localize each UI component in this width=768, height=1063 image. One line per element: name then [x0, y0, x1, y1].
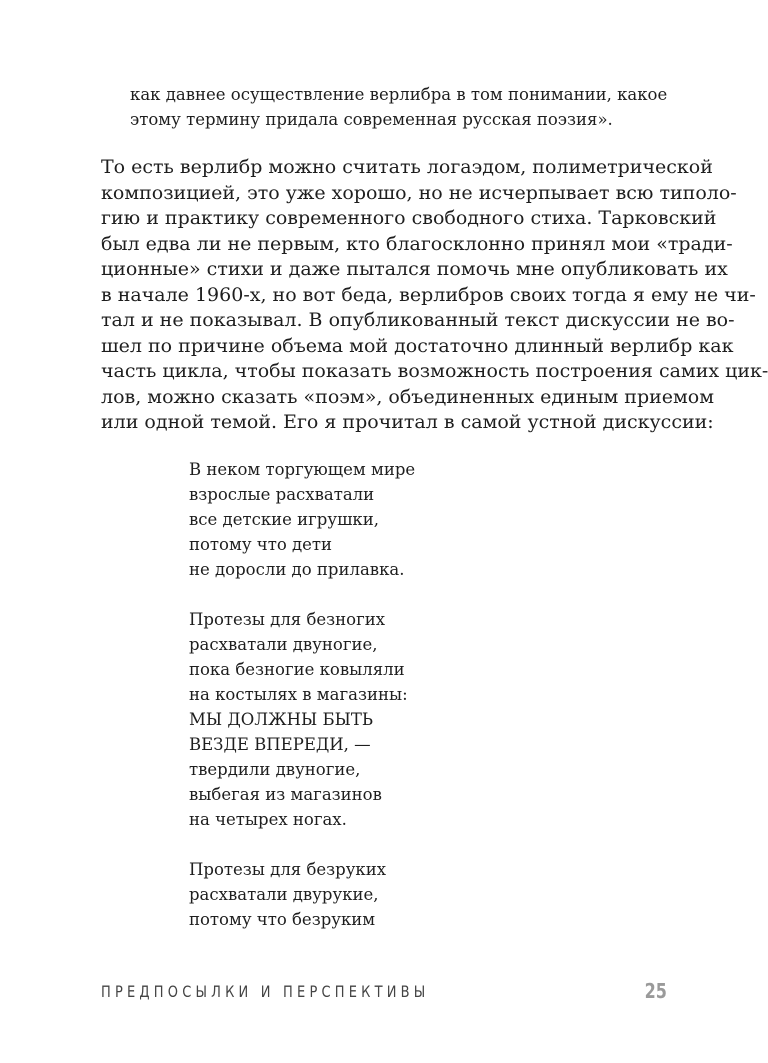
- poem-line: Протезы для безногих: [189, 610, 386, 629]
- paragraph-line: часть цикла, чтобы показать возможность построения самих цик-: [101, 360, 768, 382]
- paragraph-line: тал и не показывал. В опубликованный текст дискуссии не во-: [101, 309, 735, 331]
- poem-line: выбегая из магазинов: [189, 785, 382, 804]
- poem-line: взрослые расхватали: [189, 485, 375, 504]
- paragraph-line: лов, можно сказать «поэм», объединенных единым приемом: [101, 385, 715, 408]
- paragraph-line: ционные» стихи и даже пытался помочь мне опубликовать их: [101, 258, 728, 280]
- poem-line: В неком торгующем мире: [189, 460, 416, 479]
- poem-line: расхватали двуногие,: [189, 635, 378, 654]
- poem-line: расхватали двурукие,: [189, 885, 379, 904]
- poem-stanza: [189, 457, 489, 582]
- poem-line: МЫ ДОЛЖНЫ БЫТЬ: [189, 710, 373, 729]
- page-number: 25: [644, 979, 667, 1003]
- poem-line: пока безногие ковыляли: [189, 660, 405, 679]
- body-paragraph: [101, 155, 768, 436]
- poem-stanza: [189, 607, 489, 832]
- poem: [189, 457, 489, 957]
- paragraph-line: был едва ли не первым, кто благосклонно принял мои «тради-: [101, 232, 733, 255]
- block-quote: [130, 82, 668, 132]
- running-footer-title: ПРЕДПОСЫЛКИ И ПЕРСПЕКТИВЫ: [101, 984, 430, 1002]
- paragraph-line: гию и практику современного свободного стиха. Тарковский: [101, 207, 717, 229]
- paragraph-line: или одной темой. Его я прочитал в самой устной дискуссии:: [101, 411, 714, 433]
- poem-line: все детские игрушки,: [189, 510, 379, 529]
- paragraph-line: композицией, это уже хорошо, но не исчерпывает всю типоло-: [101, 181, 737, 204]
- poem-line: твердили двуногие,: [189, 760, 361, 779]
- poem-line: на костылях в магазины:: [189, 685, 408, 704]
- poem-line: ВЕЗДЕ ВПЕРЕДИ, —: [189, 735, 371, 754]
- poem-line: на четырех ногах.: [189, 810, 347, 829]
- paragraph-line: шел по причине объема мой достаточно длинный верлибр как: [101, 334, 734, 357]
- poem-line: не доросли до прилавка.: [189, 560, 405, 579]
- quote-line: этому термину придала современная русская поэзия».: [130, 110, 613, 129]
- poem-line: потому что безруким: [189, 910, 376, 929]
- poem-line: Протезы для безруких: [189, 860, 387, 879]
- paragraph-line: в начале 1960-х, но вот беда, верлибров своих тогда я ему не чи-: [101, 283, 756, 306]
- quote-line: как давнее осуществление верлибра в том понимании, какое: [130, 85, 668, 104]
- paragraph-line: То есть верлибр можно считать логаэдом, полиметрической: [101, 156, 713, 178]
- poem-stanza: [189, 857, 489, 932]
- poem-line: потому что дети: [189, 535, 333, 554]
